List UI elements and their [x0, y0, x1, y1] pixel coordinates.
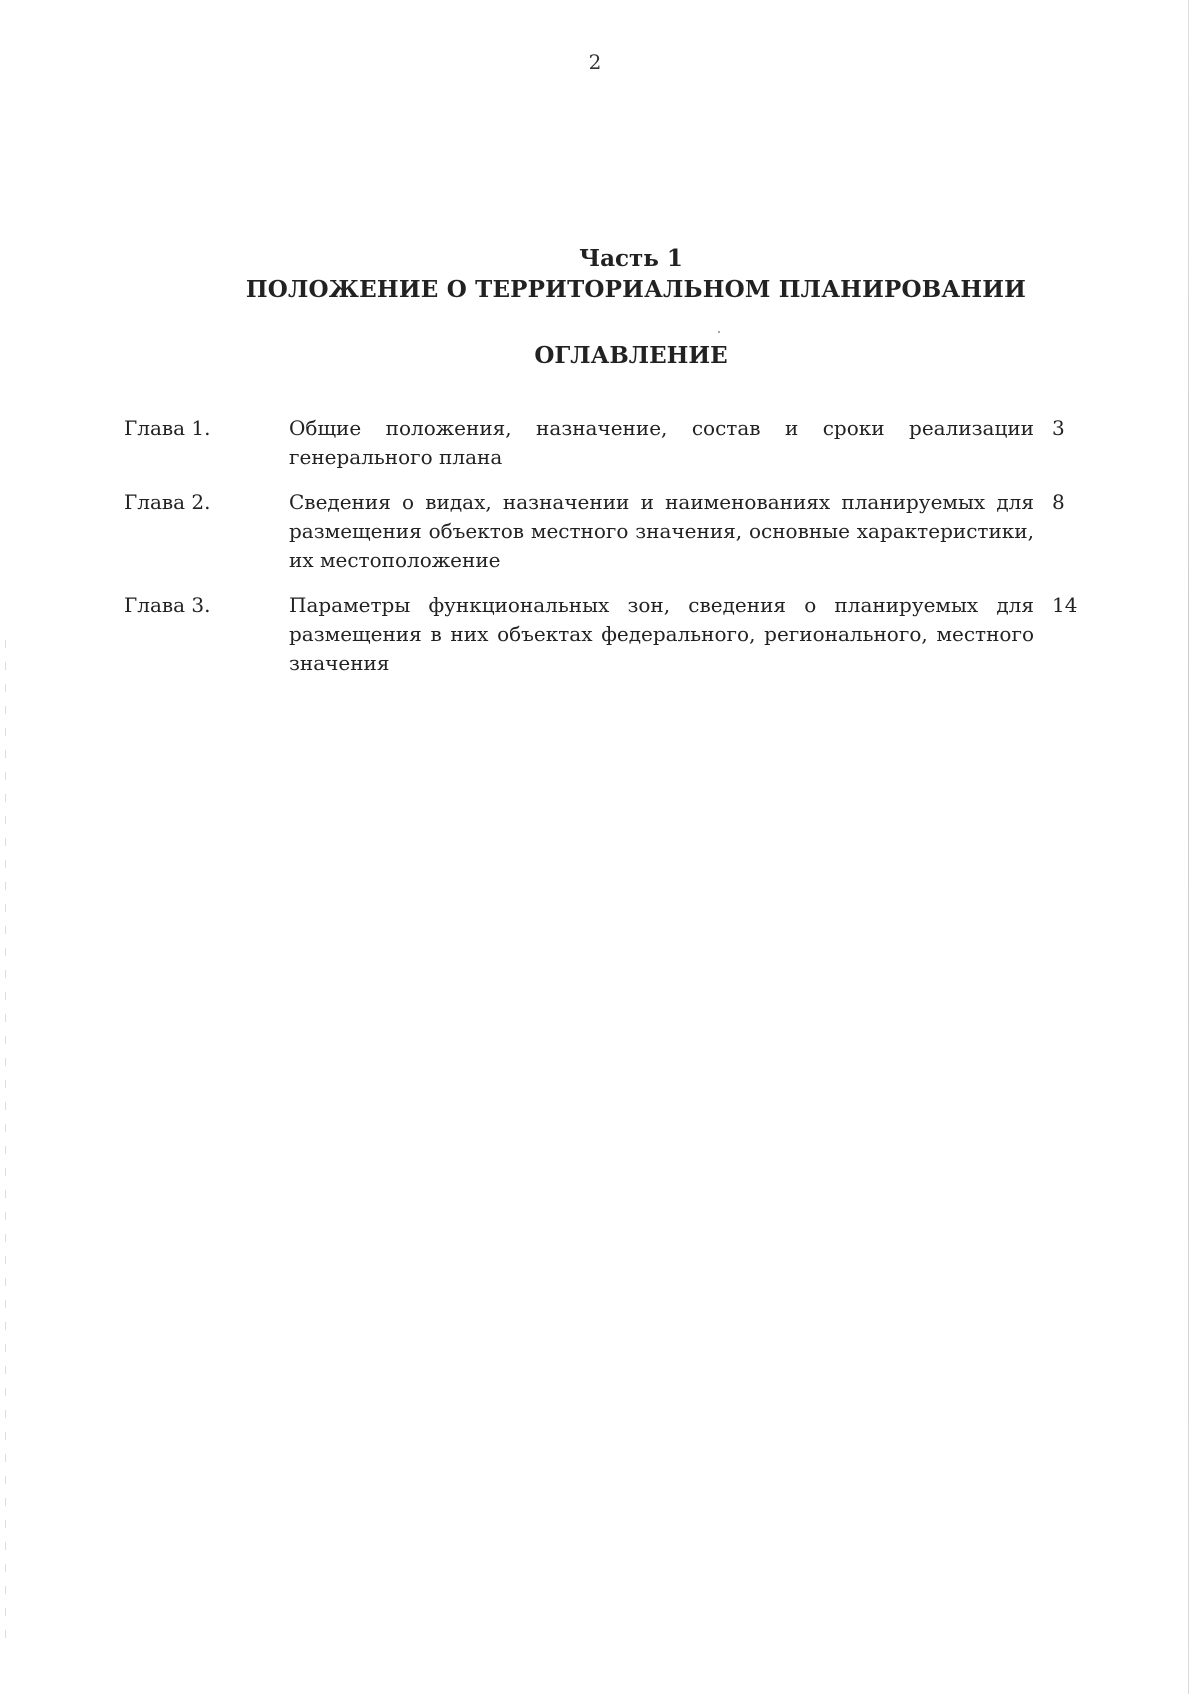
page-number: 2 [588, 50, 602, 74]
toc-chapter-label: Глава 2. [124, 490, 211, 514]
part-title: Часть 1 [579, 245, 683, 272]
toc-entry-text: Сведения о видах, назначении и наименованиях планируемых для размещения объектов местного значения, основные характеристики, их местоположение [289, 490, 1034, 572]
table-of-contents [124, 414, 1084, 694]
scan-speck [718, 331, 720, 333]
main-title: ПОЛОЖЕНИЕ О ТЕРРИТОРИАЛЬНОМ ПЛАНИРОВАНИИ [245, 276, 1027, 303]
scan-edge-left [5, 640, 6, 1640]
toc-entry-text: Параметры функциональных зон, сведения о планируемых для размещения в них объектах федерального, регионального, местного значения [289, 593, 1034, 675]
toc-entry-text: Общие положения, назначение, состав и сроки реализации генерального плана [289, 416, 1034, 469]
toc-entry [124, 488, 1084, 575]
toc-chapter-label: Глава 1. [124, 416, 211, 440]
toc-page-number: 3 [1052, 416, 1065, 440]
toc-heading: ОГЛАВЛЕНИЕ [534, 342, 728, 369]
toc-page-number: 8 [1052, 490, 1065, 514]
toc-entry [124, 414, 1084, 472]
toc-entry [124, 591, 1084, 678]
toc-chapter-label: Глава 3. [124, 593, 211, 617]
toc-page-number: 14 [1052, 593, 1078, 617]
